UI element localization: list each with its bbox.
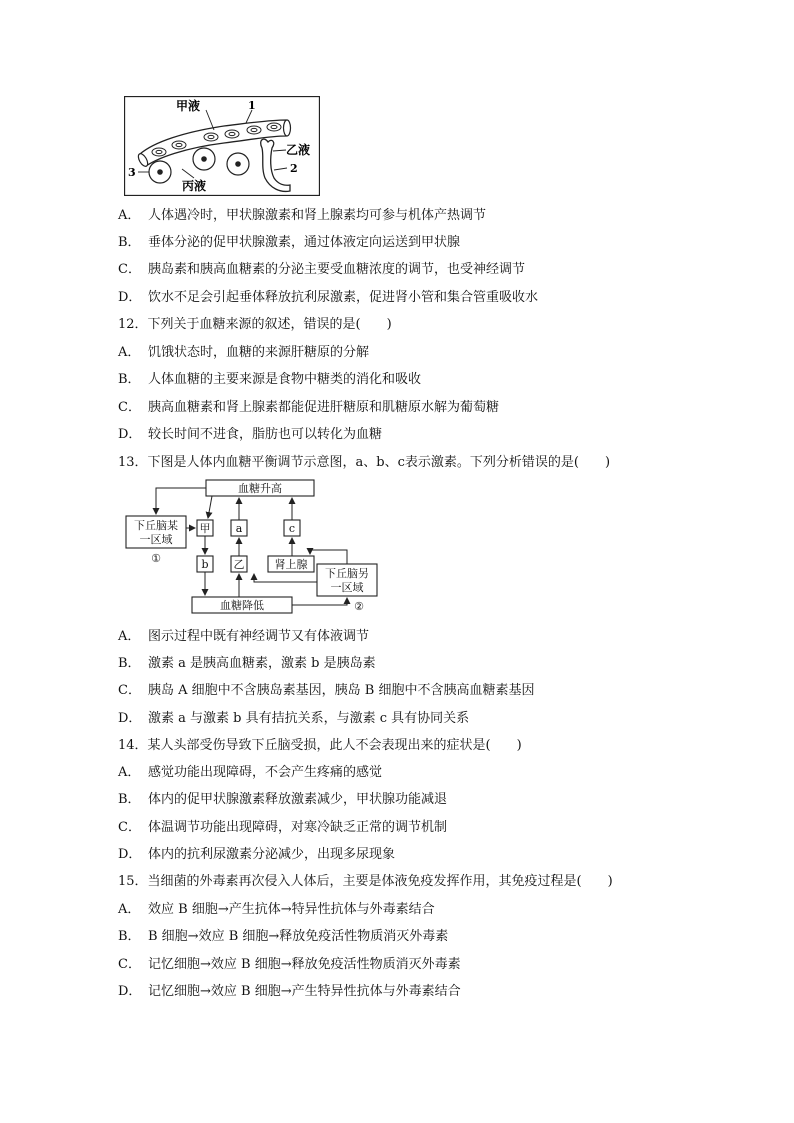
option-label: C． xyxy=(118,957,141,972)
q13-option-b xyxy=(118,656,376,672)
option-text: 饮水不足会引起垂体释放抗利尿激素，促进肾小管和集合管重吸收水 xyxy=(148,290,539,305)
option-text: B 细胞→效应 B 细胞→释放免疫活性物质消灭外毒素 xyxy=(148,929,449,944)
q13-option-d xyxy=(118,711,469,727)
option-text: 饥饿状态时，血糖的来源肝糖原的分解 xyxy=(148,345,370,360)
option-label: C． xyxy=(118,262,141,277)
option-text: 人体血糖的主要来源是食物中糖类的消化和吸收 xyxy=(148,372,422,387)
option-text: 胰岛素和胰高血糖素的分泌主要受血糖浓度的调节，也受神经调节 xyxy=(148,262,526,277)
text-a: a xyxy=(235,522,243,535)
q12-option-a xyxy=(118,345,369,361)
q15-option-d xyxy=(118,984,461,1000)
option-label: D． xyxy=(118,711,142,726)
q11-option-d xyxy=(118,290,538,306)
label-2: 2 xyxy=(290,162,298,175)
text-hyp2-line2: 一区域 xyxy=(330,581,364,594)
option-label: D． xyxy=(118,847,142,862)
option-label: C． xyxy=(118,400,141,415)
text-adrenal: 肾上腺 xyxy=(274,558,308,571)
option-text: 感觉功能出现障碍，不会产生疼痛的感觉 xyxy=(148,765,383,780)
text-b: b xyxy=(201,558,209,571)
q14-option-d xyxy=(118,847,395,863)
option-text: 胰岛 A 细胞中不含胰岛素基因，胰岛 B 细胞中不含胰高血糖素基因 xyxy=(148,683,535,698)
q13-option-c xyxy=(118,683,534,699)
q11-option-c xyxy=(118,262,525,278)
label-3: 3 xyxy=(128,166,136,179)
option-label: B． xyxy=(118,656,141,671)
q14-option-a xyxy=(118,765,382,781)
q15-option-a xyxy=(118,902,435,918)
text-c: c xyxy=(288,522,296,535)
option-text: 记忆细胞→效应 B 细胞→产生特异性抗体与外毒素结合 xyxy=(148,984,461,999)
text-glucose-low: 血糖降低 xyxy=(220,599,264,612)
q12-option-c xyxy=(118,400,499,416)
text-jia: 甲 xyxy=(199,522,211,535)
option-label: C． xyxy=(118,820,141,835)
q14-option-b xyxy=(118,792,447,808)
option-text: 激素 a 与激素 b 具有拮抗关系，与激素 c 具有协同关系 xyxy=(148,711,470,726)
q11-option-b xyxy=(118,235,460,251)
option-label: A． xyxy=(118,902,141,917)
option-label: A． xyxy=(118,765,141,780)
option-text: 人体遇冷时，甲状腺激素和肾上腺素均可参与机体产热调节 xyxy=(148,208,487,223)
option-label: A． xyxy=(118,345,141,360)
text-hyp1-line1: 下丘脑某 xyxy=(134,519,178,532)
option-text: 垂体分泌的促甲状腺激素，通过体液定向运送到甲状腺 xyxy=(148,235,461,250)
tissue-fluid-figure xyxy=(124,96,320,196)
option-label: D． xyxy=(118,290,142,305)
q14-option-c xyxy=(118,820,447,836)
q15-option-b xyxy=(118,929,448,945)
option-text: 体温调节功能出现障碍，对寒冷缺乏正常的调节机制 xyxy=(148,820,448,835)
option-text: 图示过程中既有神经调节又有体液调节 xyxy=(148,629,370,644)
label-1: 1 xyxy=(248,99,256,112)
option-label: B． xyxy=(118,792,141,807)
label-yi: 乙液 xyxy=(286,143,311,157)
option-label: B． xyxy=(118,372,141,387)
q13-option-a xyxy=(118,629,369,645)
option-text: 效应 B 细胞→产生抗体→特异性抗体与外毒素结合 xyxy=(148,902,435,917)
q12-option-d xyxy=(118,427,382,443)
q13-stem: 13．下图是人体内血糖平衡调节示意图，a、b、c表示激素。下列分析错误的是( ) xyxy=(118,455,611,470)
label-jia: 甲液 xyxy=(176,99,201,113)
text-hyp2-line1: 下丘脑另 xyxy=(325,567,369,580)
option-text: 激素 a 是胰高血糖素，激素 b 是胰岛素 xyxy=(148,656,376,671)
text-hyp2-num: ② xyxy=(354,600,364,613)
text-glucose-high: 血糖升高 xyxy=(238,482,282,495)
option-label: C． xyxy=(118,683,141,698)
option-label: D． xyxy=(118,984,142,999)
label-bing: 丙液 xyxy=(182,179,207,193)
option-label: A． xyxy=(118,629,141,644)
text-hyp1-num: ① xyxy=(151,552,161,565)
glucose-regulation-diagram xyxy=(124,478,386,618)
q12-option-b xyxy=(118,372,421,388)
option-text: 较长时间不进食，脂肪也可以转化为血糖 xyxy=(148,427,383,442)
q15-stem: 15．当细菌的外毒素再次侵入人体后，主要是体液免疫发挥作用，其免疫过程是( ) xyxy=(118,874,613,889)
q12-stem: 12．下列关于血糖来源的叙述，错误的是( ) xyxy=(118,317,392,332)
option-text: 体内的促甲状腺激素释放激素减少，甲状腺功能减退 xyxy=(148,792,448,807)
option-label: D． xyxy=(118,427,142,442)
option-label: A． xyxy=(118,208,141,223)
q11-option-a xyxy=(118,208,486,224)
option-text: 体内的抗利尿激素分泌减少，出现多尿现象 xyxy=(148,847,396,862)
text-hyp1-line2: 一区域 xyxy=(139,533,173,546)
option-text: 胰高血糖素和肾上腺素都能促进肝糖原和肌糖原水解为葡萄糖 xyxy=(148,400,500,415)
text-yi: 乙 xyxy=(233,558,245,571)
option-label: B． xyxy=(118,235,141,250)
q15-option-c xyxy=(118,957,461,973)
option-label: B． xyxy=(118,929,141,944)
option-text: 记忆细胞→效应 B 细胞→释放免疫活性物质消灭外毒素 xyxy=(148,957,461,972)
q14-stem: 14．某人头部受伤导致下丘脑受损，此人不会表现出来的症状是( ) xyxy=(118,738,522,753)
